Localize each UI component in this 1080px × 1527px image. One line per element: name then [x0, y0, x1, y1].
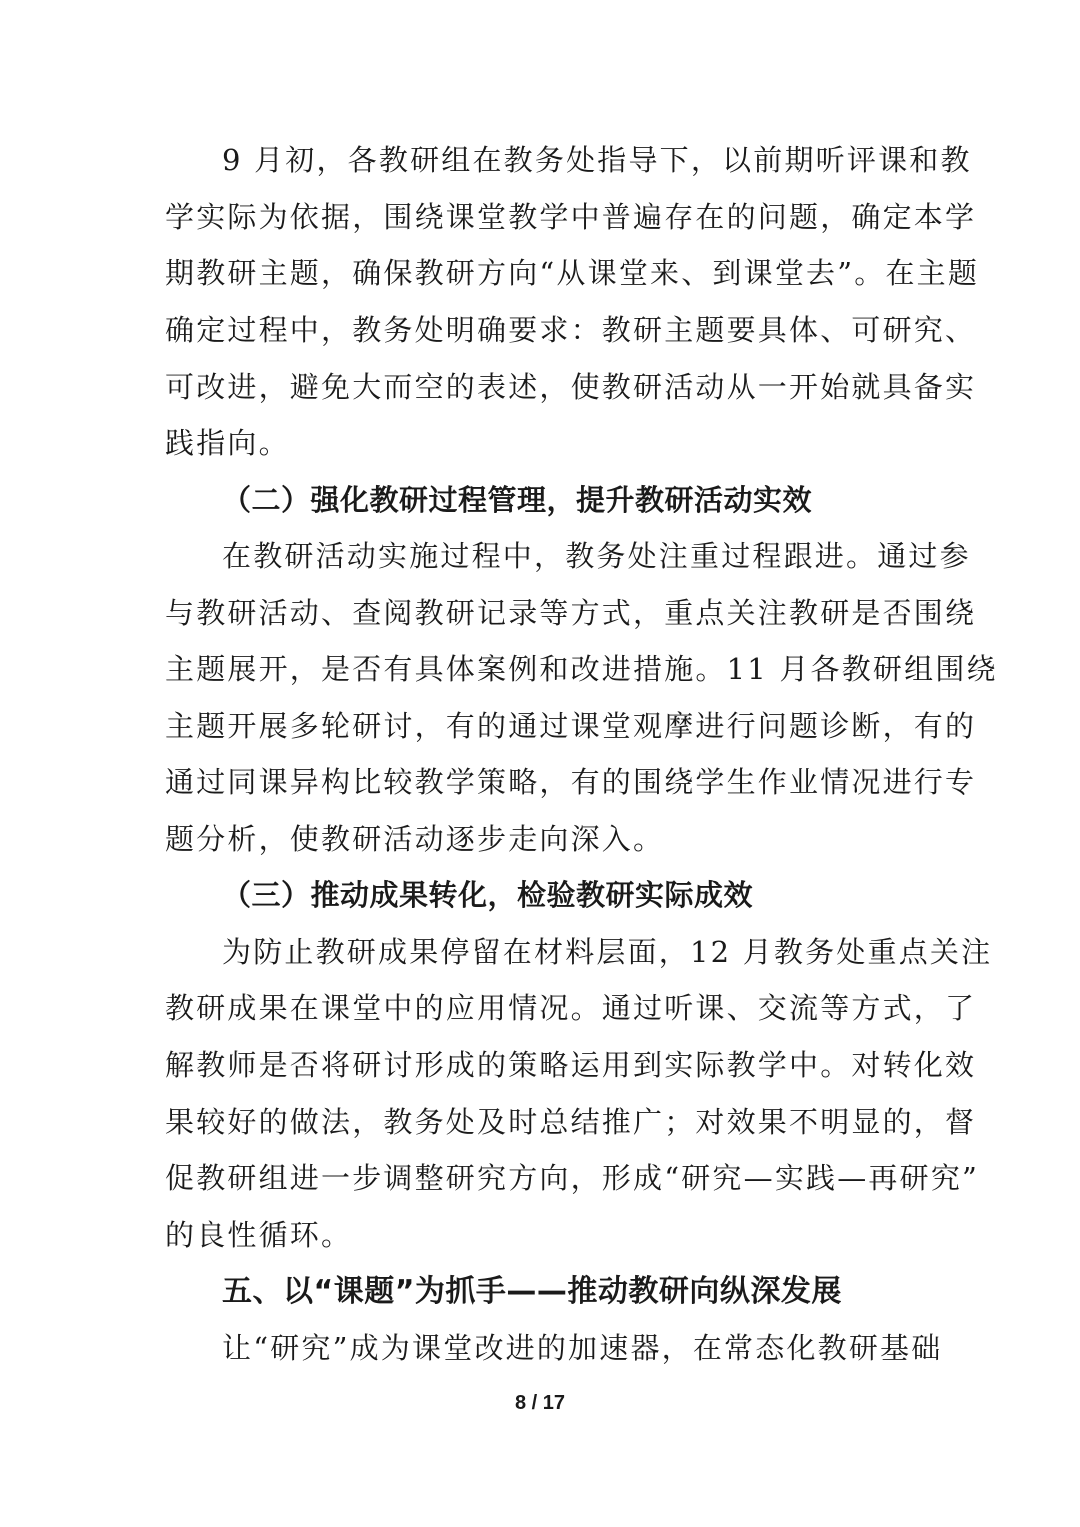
paragraph-line: 9 月初，各教研组在教务处指导下，以前期听评课和教 [222, 143, 972, 177]
page-number: 8 / 17 [514, 1392, 566, 1414]
paragraph-line: 为防止教研成果停留在材料层面，12 月教务处重点关注 [222, 935, 993, 969]
paragraph-line: 让“研究”成为课堂改进的加速器，在常态化教研基础 [222, 1331, 943, 1365]
section-heading-2: （二）强化教研过程管理，提升教研活动实效 [222, 483, 813, 517]
chapter-heading-5: 五、以“课题”为抓手——推动教研向纵深发展 [222, 1274, 842, 1309]
paragraph-line: 通过同课异构比较教学策略，有的围绕学生作业情况进行专 [165, 765, 977, 799]
paragraph-line: 的良性循环。 [165, 1218, 353, 1252]
section-heading-3: （三）推动成果转化，检验教研实际成效 [222, 878, 754, 912]
paragraph-line: 题分析，使教研活动逐步走向深入。 [165, 822, 665, 856]
paragraph-line: 果较好的做法，教务处及时总结推广；对效果不明显的，督 [165, 1105, 977, 1139]
paragraph-line: 可改进，避免大而空的表述，使教研活动从一开始就具备实 [165, 370, 977, 404]
paragraph-line: 与教研活动、查阅教研记录等方式，重点关注教研是否围绕 [165, 596, 977, 630]
paragraph-line: 促教研组进一步调整研究方向，形成“研究—实践—再研究” [165, 1161, 980, 1195]
paragraph-line: 在教研活动实施过程中，教务处注重过程跟进。通过参 [222, 539, 971, 573]
paragraph-line: 期教研主题，确保教研方向“从课堂来、到课堂去”。在主题 [165, 256, 980, 290]
paragraph-line: 主题开展多轮研讨，有的通过课堂观摩进行问题诊断，有的 [165, 709, 977, 743]
paragraph-line: 解教师是否将研讨形成的策略运用到实际教学中。对转化效 [165, 1048, 977, 1082]
paragraph-line: 确定过程中，教务处明确要求：教研主题要具体、可研究、 [165, 313, 977, 347]
paragraph-line: 教研成果在课堂中的应用情况。通过听课、交流等方式，了 [165, 991, 977, 1025]
paragraph-line: 主题展开，是否有具体案例和改进措施。11 月各教研组围绕 [165, 652, 998, 686]
paragraph-line: 学实际为依据，围绕课堂教学中普遍存在的问题，确定本学 [165, 200, 977, 234]
paragraph-line: 践指向。 [165, 426, 290, 460]
